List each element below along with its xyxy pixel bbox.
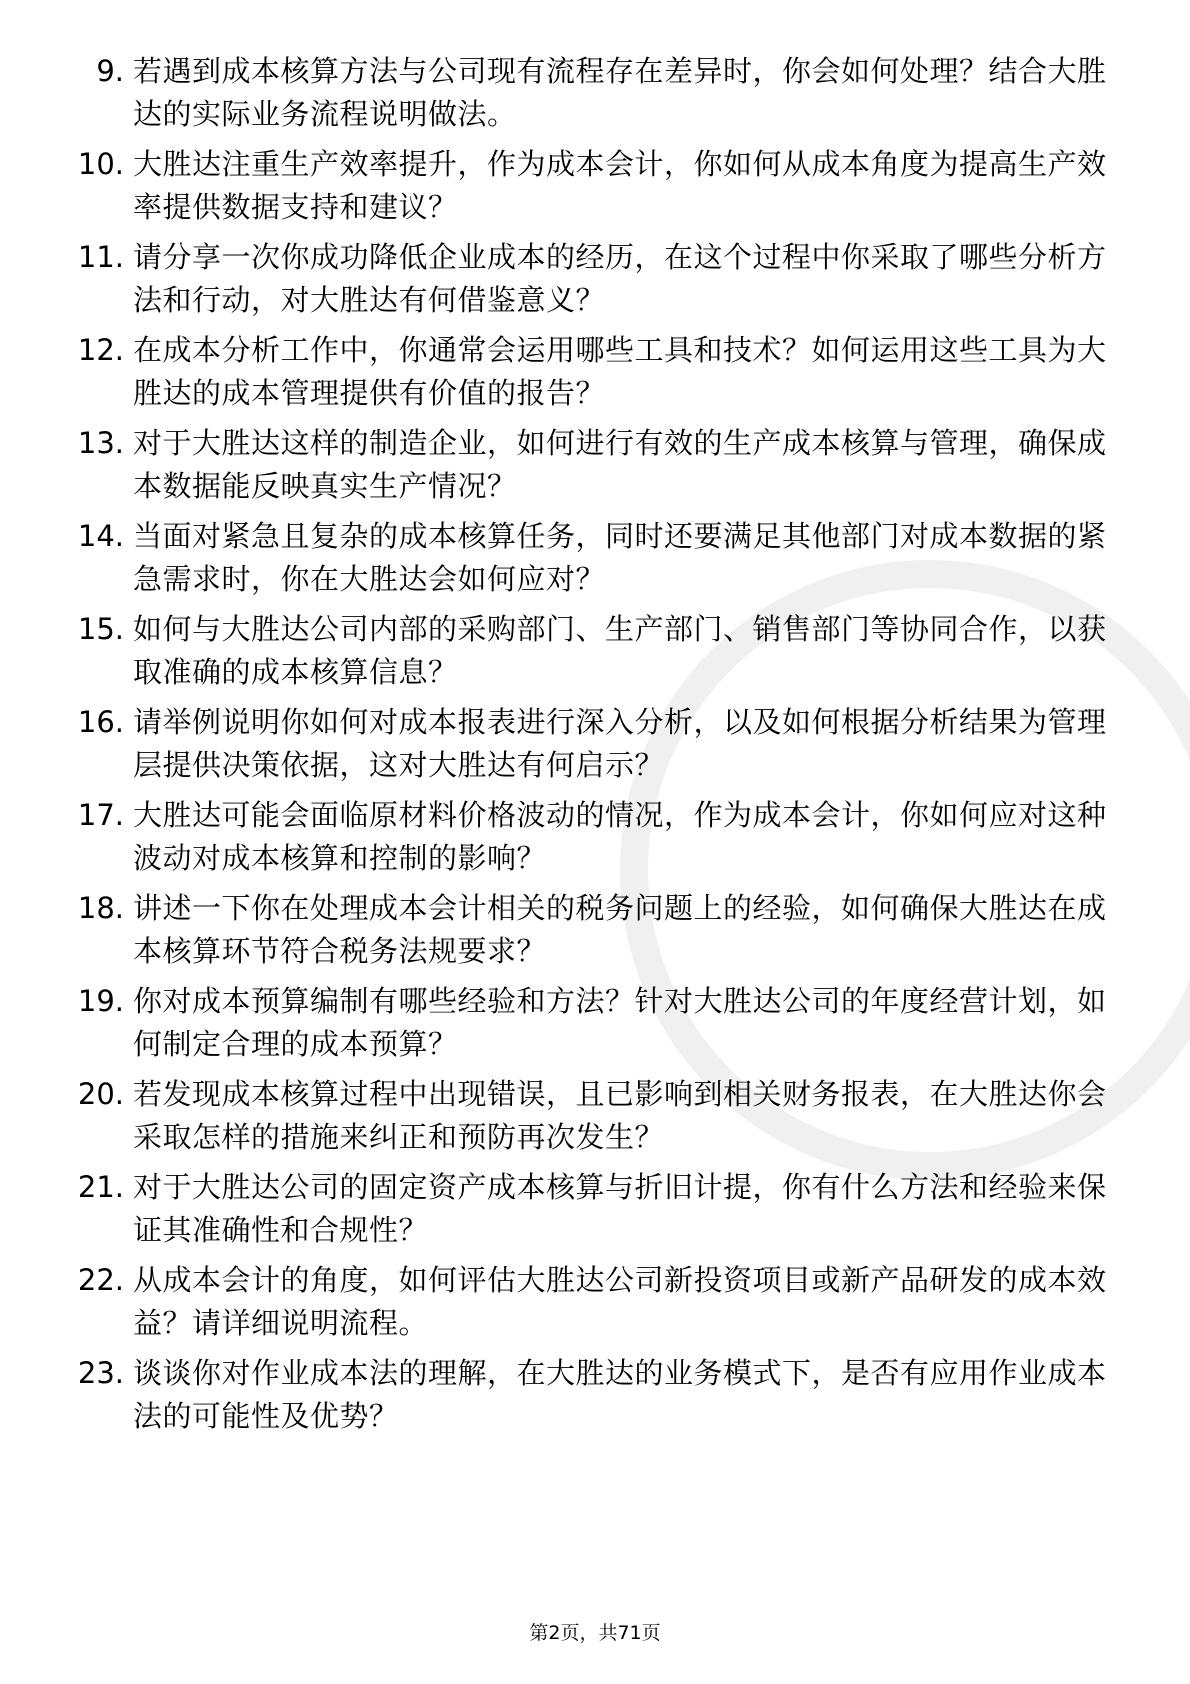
question-list bbox=[58, 50, 1138, 1445]
question-number: 16. bbox=[77, 705, 124, 739]
question-number: 10. bbox=[77, 147, 124, 181]
question-number: 17. bbox=[77, 798, 124, 832]
question-number: 19. bbox=[77, 984, 124, 1018]
question-number: 20. bbox=[77, 1077, 124, 1111]
question-text: 大胜达可能会面临原材料价格波动的情况，作为成本会计，你如何应对这种波动对成本核算和控制的影响？ bbox=[133, 798, 1107, 875]
question-item bbox=[58, 1166, 1138, 1259]
question-number: 14. bbox=[77, 519, 124, 553]
question-item bbox=[58, 50, 1138, 143]
question-number: 22. bbox=[77, 1263, 124, 1297]
question-text: 请分享一次你成功降低企业成本的经历，在这个过程中你采取了哪些分析方法和行动，对大胜达有何借鉴意义？ bbox=[133, 240, 1107, 317]
question-item bbox=[58, 422, 1138, 515]
question-number: 18. bbox=[77, 891, 124, 925]
question-item bbox=[58, 143, 1138, 236]
question-item bbox=[58, 1073, 1138, 1166]
question-number: 23. bbox=[77, 1356, 124, 1390]
question-item bbox=[58, 701, 1138, 794]
question-text: 在成本分析工作中，你通常会运用哪些工具和技术？如何运用这些工具为大胜达的成本管理提供有价值的报告？ bbox=[133, 333, 1107, 410]
question-item bbox=[58, 1259, 1138, 1352]
question-number: 12. bbox=[77, 333, 124, 367]
question-item bbox=[58, 515, 1138, 608]
question-text: 谈谈你对作业成本法的理解，在大胜达的业务模式下，是否有应用作业成本法的可能性及优势？ bbox=[133, 1356, 1107, 1433]
question-text: 讲述一下你在处理成本会计相关的税务问题上的经验，如何确保大胜达在成本核算环节符合税务法规要求？ bbox=[133, 891, 1107, 968]
question-item bbox=[58, 1352, 1138, 1445]
question-text: 你对成本预算编制有哪些经验和方法？针对大胜达公司的年度经营计划，如何制定合理的成本预算？ bbox=[133, 984, 1107, 1061]
question-text: 当面对紧急且复杂的成本核算任务，同时还要满足其他部门对成本数据的紧急需求时，你在大胜达会如何应对？ bbox=[133, 519, 1107, 596]
question-text: 从成本会计的角度，如何评估大胜达公司新投资项目或新产品研发的成本效益？请详细说明流程。 bbox=[133, 1263, 1107, 1340]
question-text: 大胜达注重生产效率提升，作为成本会计，你如何从成本角度为提高生产效率提供数据支持和建议？ bbox=[133, 147, 1107, 224]
question-text: 若遇到成本核算方法与公司现有流程存在差异时，你会如何处理？结合大胜达的实际业务流程说明做法。 bbox=[133, 54, 1107, 131]
question-item bbox=[58, 980, 1138, 1073]
question-text: 如何与大胜达公司内部的采购部门、生产部门、销售部门等协同合作，以获取准确的成本核算信息？ bbox=[133, 612, 1107, 689]
question-item bbox=[58, 236, 1138, 329]
question-item bbox=[58, 329, 1138, 422]
question-item bbox=[58, 608, 1138, 701]
question-text: 对于大胜达公司的固定资产成本核算与折旧计提，你有什么方法和经验来保证其准确性和合规性？ bbox=[133, 1170, 1107, 1247]
question-text: 请举例说明你如何对成本报表进行深入分析，以及如何根据分析结果为管理层提供决策依据，这对大胜达有何启示？ bbox=[133, 705, 1107, 782]
question-item bbox=[58, 794, 1138, 887]
question-number: 11. bbox=[77, 240, 124, 274]
question-number: 21. bbox=[77, 1170, 124, 1204]
question-number: 15. bbox=[77, 612, 124, 646]
page-footer: 第2页，共71页 bbox=[529, 1622, 661, 1644]
question-text: 若发现成本核算过程中出现错误，且已影响到相关财务报表，在大胜达你会采取怎样的措施来纠正和预防再次发生？ bbox=[133, 1077, 1107, 1154]
question-item bbox=[58, 887, 1138, 980]
question-number: 9. bbox=[96, 54, 124, 88]
question-number: 13. bbox=[77, 426, 124, 460]
question-text: 对于大胜达这样的制造企业，如何进行有效的生产成本核算与管理，确保成本数据能反映真实生产情况？ bbox=[133, 426, 1107, 503]
